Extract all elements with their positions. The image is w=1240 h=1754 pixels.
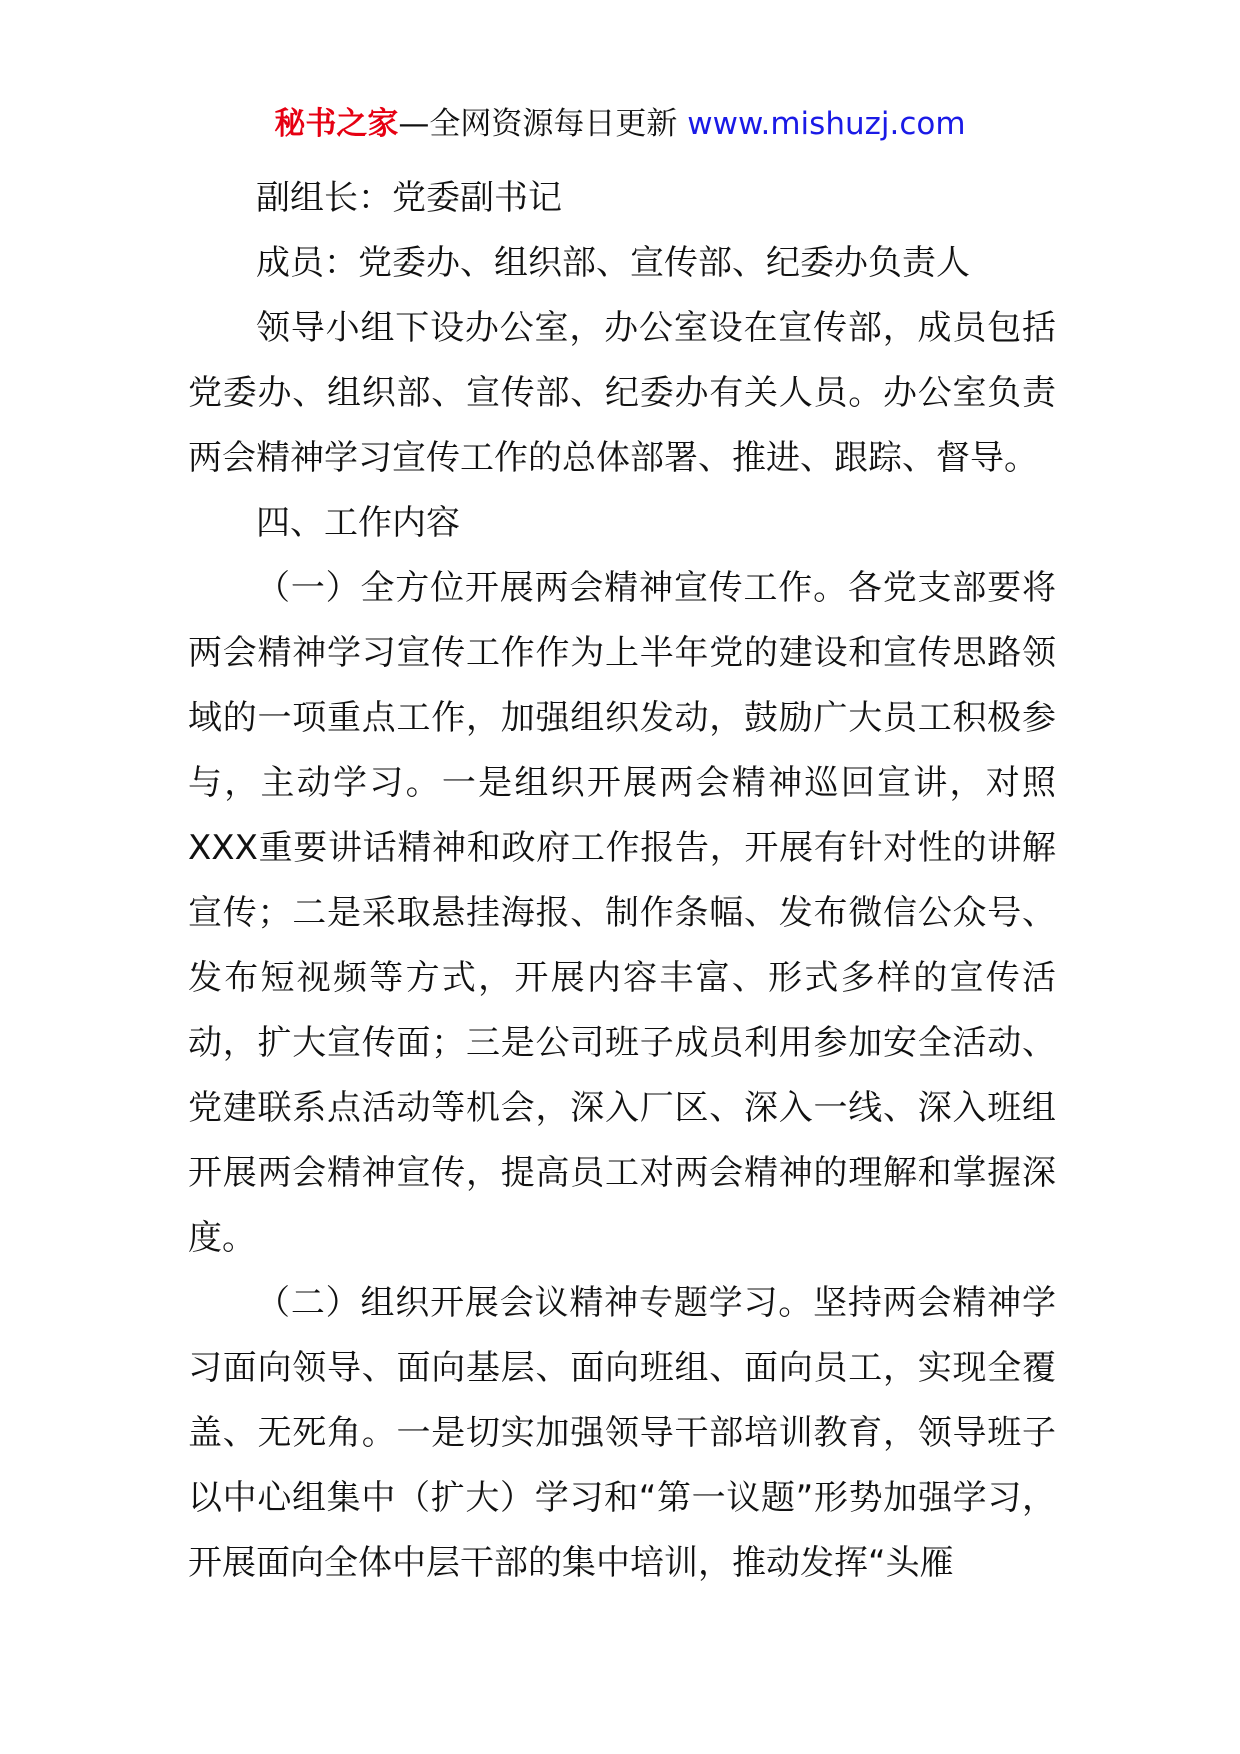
- brand-name: 秘书之家: [274, 106, 399, 142]
- paragraph-special-study: （二）组织开展会议精神专题学习。坚持两会精神学习面向领导、面向基层、面向班组、面向员工，实现全覆盖、无死角。一是切实加强领导干部培训教育，领导班子以中心组集中（扩大）学习和“第一议题”形势加强学习，开展面向全体中层干部的集中培训，推动发挥“头雁: [188, 1283, 1056, 1583]
- paragraph-members: 成员：党委办、组织部、宣传部、纪委办负责人: [256, 243, 970, 283]
- header-tagline: —全网资源每日更新: [398, 106, 688, 142]
- paragraph-deputy-leader: 副组长：党委副书记: [256, 178, 562, 218]
- section-heading-work-content: 四、工作内容: [256, 503, 460, 543]
- site-url-link[interactable]: www.mishuzj.com: [687, 106, 966, 142]
- paragraph-publicity-work: （一）全方位开展两会精神宣传工作。各党支部要将两会精神学习宣传工作作为上半年党的建设和宣传思路领域的一项重点工作，加强组织发动，鼓励广大员工积极参与，主动学习。一是组织开展两会精神巡回宣讲，对照XXX重要讲话精神和政府工作报告，开展有针对性的讲解宣传；二是采取悬挂海报、制作条幅、发布微信公众号、发布短视频等方式，开展内容丰富、形式多样的宣传活动，扩大宣传面；三是公司班子成员利用参加安全活动、党建联系点活动等机会，深入厂区、深入一线、深入班组开展两会精神宣传，提高员工对两会精神的理解和掌握深度。: [188, 568, 1056, 1258]
- page-header: [0, 102, 1240, 146]
- document-body: [188, 166, 1056, 1596]
- paragraph-office: 领导小组下设办公室，办公室设在宣传部，成员包括党委办、组织部、宣传部、纪委办有关人员。办公室负责两会精神学习宣传工作的总体部署、推进、跟踪、督导。: [188, 308, 1056, 478]
